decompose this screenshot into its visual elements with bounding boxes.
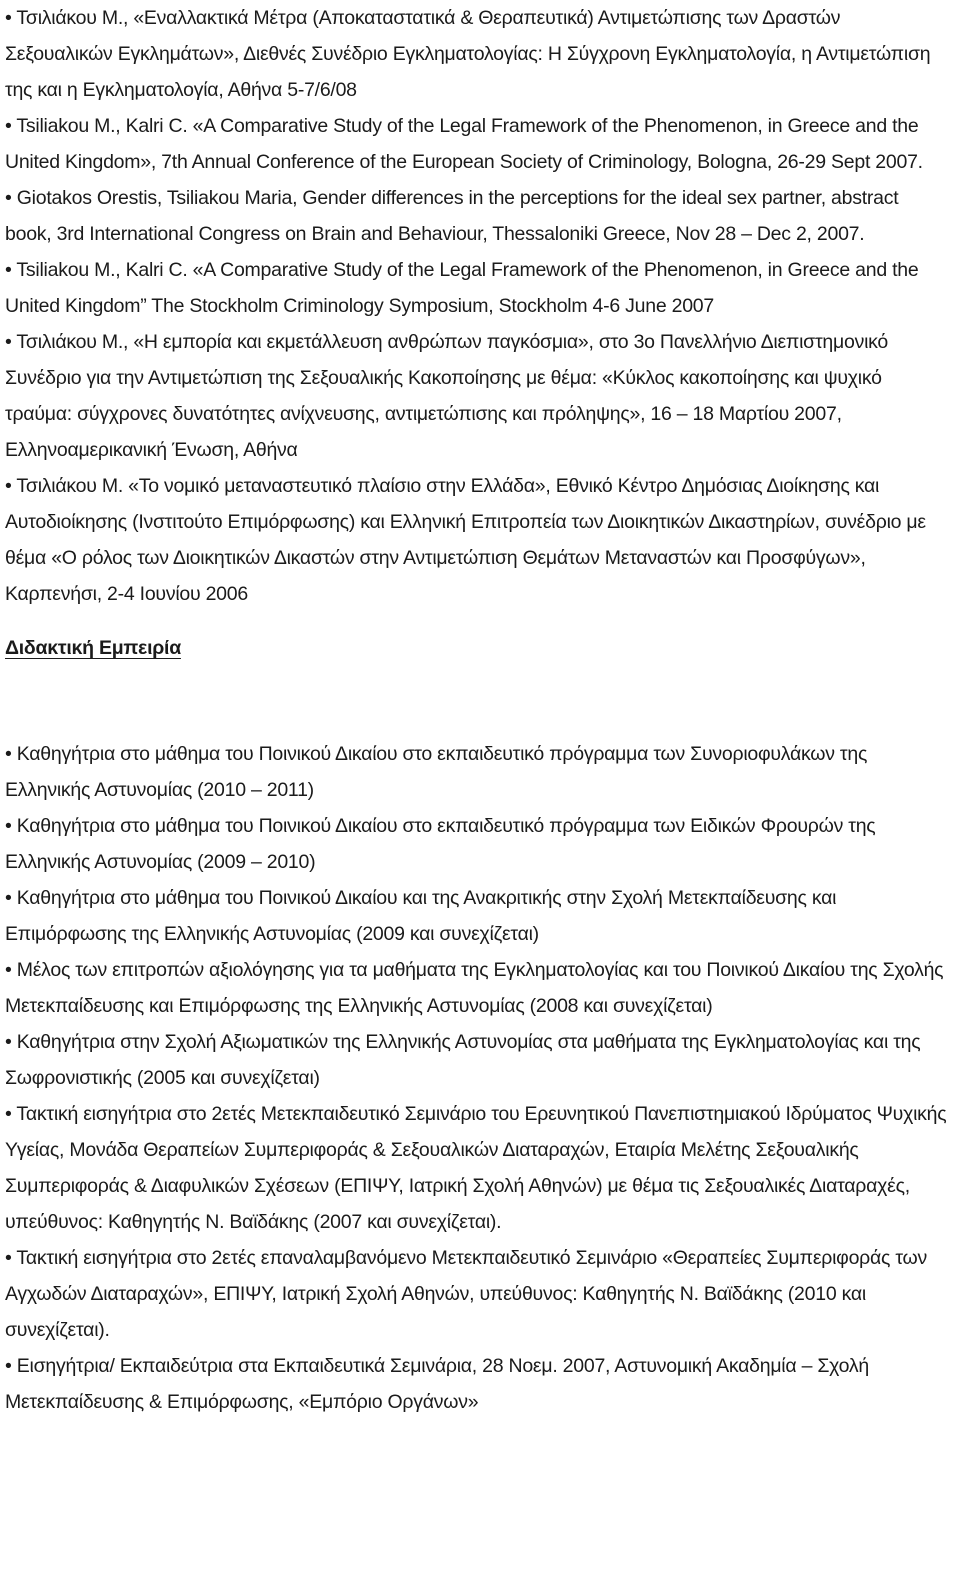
publication-entry: • Τσιλιάκου Μ., «Εναλλακτικά Μέτρα (Αποκαταστατικά & Θεραπευτικά) Αντιμετώπισης των Δραστών Σεξουαλικών Εγκλημάτων», Διεθνές Συνέδριο Εγκληματολογίας: Η Σύγχρονη Εγκληματολογία, η Αντιμετώπιση της και η Εγκληματολογία, Αθήνα 5-7/6/08 xyxy=(5,7,931,101)
publication-entry: • Τσιλιάκου Μ. «Το νομικό μεταναστευτικό πλαίσιο στην Ελλάδα», Εθνικό Κέντρο Δημόσιας Διοίκησης και Αυτοδιοίκησης (Ινστιτούτο Επιμόρφωσης) και Ελληνική Επιτροπεία των Διοικητικών Δικαστηρίων, συνέδριο με θέμα «Ο ρόλος των Διοικητικών Δικαστών στην Αντιμετώπιση Θεμάτων Μεταναστών και Προσφύγων», Καρπενήσι, 2-4 Ιουνίου 2006 xyxy=(5,475,926,605)
teaching-entry: • Μέλος των επιτροπών αξιολόγησης για τα μαθήματα της Εγκληματολογίας και του Ποινικού Δικαίου της Σχολής Μετεκπαίδευσης και Επιμόρφωσης της Ελληνικής Αστυνομίας (2008 και συνεχίζεται) xyxy=(5,959,944,1017)
teaching-entry: • Τακτική εισηγήτρια στο 2ετές επαναλαμβανόμενο Μετεκπαιδευτικό Σεμινάριο «Θεραπείες Συμπεριφοράς των Αγχωδών Διαταραχών», ΕΠΙΨΥ, Ιατρική Σχολή Αθηνών, υπεύθυνος: Καθηγητής Ν. Βαϊδάκης (2010 και συνεχίζεται). xyxy=(5,1247,928,1341)
document-page xyxy=(5,0,950,1420)
section-heading-teaching: Διδακτική Εμπειρία xyxy=(5,637,181,659)
publication-entry: • Tsiliakou M., Kalri C. «A Comparative Study of the Legal Framework of the Phenomenon, in Greece and the United Kingdom», 7th Annual Conference of the European Society of Criminology, Bologna, 26-29 Sept 2007. xyxy=(5,115,923,173)
teaching-entry: • Καθηγήτρια στο μάθημα του Ποινικού Δικαίου στο εκπαιδευτικό πρόγραμμα των Συνοριοφυλάκων της Ελληνικής Αστυνομίας (2010 – 2011) xyxy=(5,743,868,801)
publication-entry: • Tsiliakou M., Kalri C. «A Comparative Study of the Legal Framework of the Phenomenon, in Greece and the United Kingdom” The Stockholm Criminology Symposium, Stockholm 4-6 June 2007 xyxy=(5,259,919,317)
publication-entry: • Giotakos Orestis, Tsiliakou Maria, Gender differences in the perceptions for the ideal sex partner, abstract book, 3rd International Congress on Brain and Behaviour, Thessaloniki Greece, Nov 28 – Dec 2, 2007. xyxy=(5,187,899,245)
teaching-entry: • Εισηγήτρια/ Εκπαιδεύτρια στα Εκπαιδευτικά Σεμινάρια, 28 Νοεμ. 2007, Αστυνομική Ακαδημία – Σχολή Μετεκπαίδευσης & Επιμόρφωσης, «Εμπόριο Οργάνων» xyxy=(5,1355,869,1413)
teaching-entry: • Καθηγήτρια στο μάθημα του Ποινικού Δικαίου και της Ανακριτικής στην Σχολή Μετεκπαίδευσης και Επιμόρφωσης της Ελληνικής Αστυνομίας (2009 και συνεχίζεται) xyxy=(5,887,837,945)
teaching-entry: • Καθηγήτρια στην Σχολή Αξιωματικών της Ελληνικής Αστυνομίας στα μαθήματα της Εγκληματολογίας και της Σωφρονιστικής (2005 και συνεχίζεται) xyxy=(5,1031,921,1089)
publication-entry: • Τσιλιάκου Μ., «Η εμπορία και εκμετάλλευση ανθρώπων παγκόσμια», στο 3ο Πανελλήνιο Διεπιστημονικό Συνέδριο για την Αντιμετώπιση της Σεξουαλικής Κακοποίησης με θέμα: «Κύκλος κακοποίησης και ψυχικό τραύμα: σύγχρονες δυνατότητες ανίχνευσης, αντιμετώπισης και πρόληψης», 16 – 18 Μαρτίου 2007, Ελληνοαμερικανική Ένωση, Αθήνα xyxy=(5,331,889,461)
teaching-entry: • Καθηγήτρια στο μάθημα του Ποινικού Δικαίου στο εκπαιδευτικό πρόγραμμα των Ειδικών Φρουρών της Ελληνικής Αστυνομίας (2009 – 2010) xyxy=(5,815,876,873)
teaching-entry: • Τακτική εισηγήτρια στο 2ετές Μετεκπαιδευτικό Σεμινάριο του Ερευνητικού Πανεπιστημιακού Ιδρύματος Ψυχικής Υγείας, Μονάδα Θεραπείων Συμπεριφοράς & Σεξουαλικών Διαταραχών, Εταιρία Μελέτης Σεξουαλικής Συμπεριφοράς & Διαφυλικών Σχέσεων (ΕΠΙΨΥ, Ιατρική Σχολή Αθηνών) με θέμα τις Σεξουαλικές Διαταραχές, υπεύθυνος: Καθηγητής Ν. Βαϊδάκης (2007 και συνεχίζεται). xyxy=(5,1103,947,1233)
